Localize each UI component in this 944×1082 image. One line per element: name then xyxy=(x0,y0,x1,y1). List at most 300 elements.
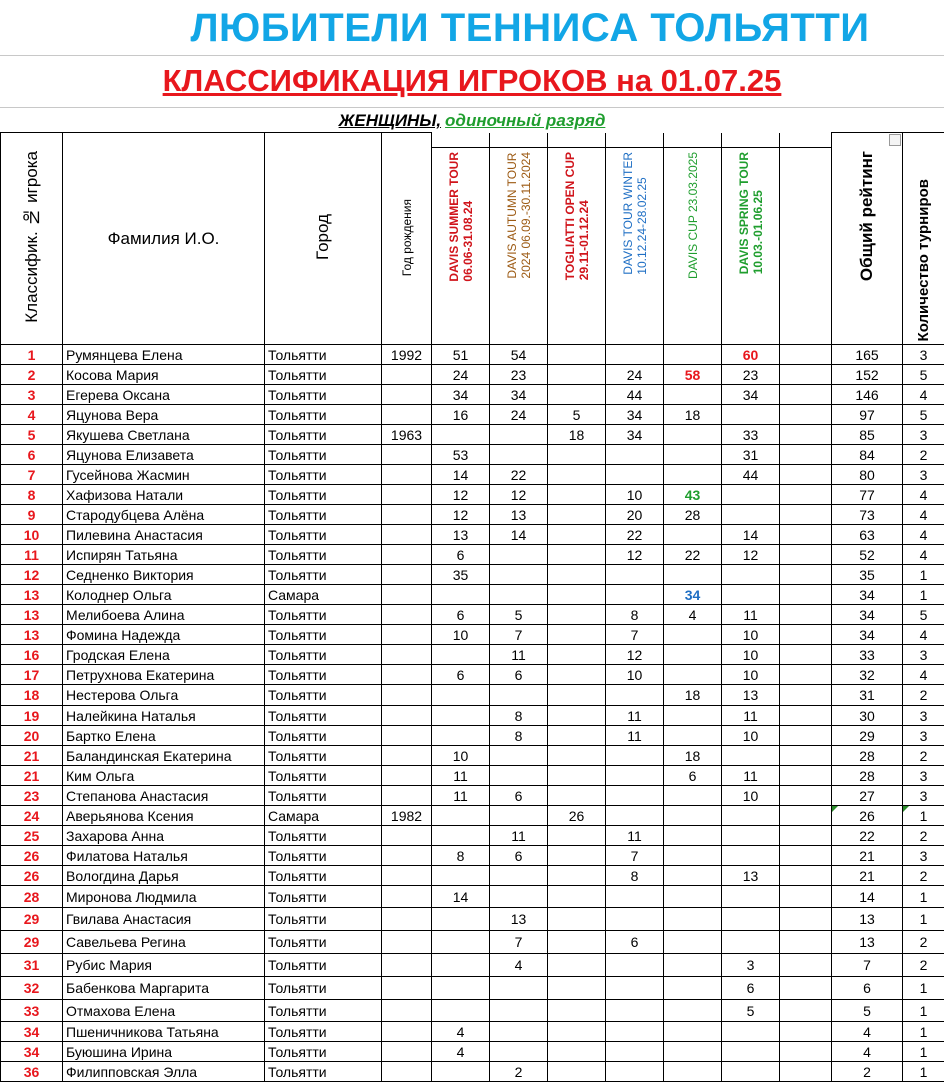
score-cell: 6 xyxy=(490,665,548,685)
score-cell xyxy=(664,954,722,977)
count-header: Количество турниров xyxy=(903,133,944,345)
score-cell xyxy=(432,954,490,977)
score-cell: 54 xyxy=(490,345,548,365)
table-row xyxy=(1,746,944,766)
city-cell: Тольятти xyxy=(265,746,382,766)
table-row xyxy=(1,585,944,605)
birth-year-cell xyxy=(382,826,432,846)
total-cell: 4 xyxy=(832,1042,903,1062)
tournament-dates: 10.12.24-28.02.25 xyxy=(635,177,649,274)
count-cell: 2 xyxy=(903,866,944,886)
score-cell: 11 xyxy=(490,826,548,846)
rank-cell: 26 xyxy=(1,846,63,866)
total-cell: 52 xyxy=(832,545,903,565)
score-cell: 34 xyxy=(432,385,490,405)
score-cell xyxy=(548,505,606,525)
name-cell: Гусейнова Жасмин xyxy=(63,465,265,485)
score-cell xyxy=(780,1062,832,1082)
score-cell: 12 xyxy=(606,645,664,665)
score-cell xyxy=(664,786,722,806)
birth-year-cell xyxy=(382,886,432,908)
score-cell: 28 xyxy=(664,505,722,525)
table-row xyxy=(1,485,944,505)
score-cell xyxy=(548,1062,606,1082)
score-cell: 7 xyxy=(606,625,664,645)
score-cell xyxy=(722,585,780,605)
score-cell xyxy=(664,706,722,726)
birth-year-cell xyxy=(382,977,432,1000)
score-cell xyxy=(780,908,832,931)
rank-cell: 24 xyxy=(1,806,63,826)
birth-year-cell xyxy=(382,908,432,931)
score-cell xyxy=(664,977,722,1000)
score-cell: 14 xyxy=(432,465,490,485)
count-cell: 1 xyxy=(903,1022,944,1042)
count-cell: 2 xyxy=(903,826,944,846)
score-cell: 8 xyxy=(490,706,548,726)
score-cell: 5 xyxy=(722,1000,780,1022)
score-cell: 11 xyxy=(490,645,548,665)
total-cell: 22 xyxy=(832,826,903,846)
birth-year-cell xyxy=(382,365,432,385)
page-subtitle: КЛАССИФИКАЦИЯ ИГРОКОВ на 01.07.25 xyxy=(0,56,944,106)
score-cell: 12 xyxy=(606,545,664,565)
rank-cell: 13 xyxy=(1,625,63,645)
score-cell: 34 xyxy=(722,385,780,405)
score-cell xyxy=(606,1000,664,1022)
score-cell: 13 xyxy=(722,685,780,706)
rank-cell: 29 xyxy=(1,908,63,931)
count-cell: 1 xyxy=(903,565,944,585)
name-cell: Косова Мария xyxy=(63,365,265,385)
total-cell: 21 xyxy=(832,866,903,886)
name-cell: Гвилава Анастасия xyxy=(63,908,265,931)
score-cell: 4 xyxy=(490,954,548,977)
score-cell xyxy=(548,565,606,585)
name-cell: Бартко Елена xyxy=(63,726,265,746)
total-cell: 2 xyxy=(832,1062,903,1082)
table-row xyxy=(1,1062,944,1082)
name-cell: Бабенкова Маргарита xyxy=(63,977,265,1000)
score-cell: 24 xyxy=(432,365,490,385)
score-cell xyxy=(606,806,664,826)
score-cell xyxy=(548,706,606,726)
score-cell xyxy=(432,685,490,706)
birth-year-cell xyxy=(382,405,432,425)
rank-cell: 9 xyxy=(1,505,63,525)
count-cell: 1 xyxy=(903,886,944,908)
score-cell xyxy=(606,1022,664,1042)
score-cell: 11 xyxy=(432,766,490,786)
score-cell xyxy=(490,565,548,585)
score-cell: 22 xyxy=(490,465,548,485)
city-cell: Тольятти xyxy=(265,545,382,565)
score-cell xyxy=(432,977,490,1000)
city-cell: Тольятти xyxy=(265,786,382,806)
score-cell xyxy=(780,485,832,505)
score-cell xyxy=(664,1062,722,1082)
score-cell xyxy=(490,866,548,886)
tournament-dates: 2024 06.09.-30.11.2024 xyxy=(519,152,533,279)
rank-cell: 8 xyxy=(1,485,63,505)
total-cell: 34 xyxy=(832,605,903,625)
score-cell: 23 xyxy=(722,365,780,385)
score-cell: 18 xyxy=(548,425,606,445)
score-cell: 13 xyxy=(490,908,548,931)
score-cell xyxy=(780,445,832,465)
table-row xyxy=(1,1000,944,1022)
score-cell xyxy=(606,977,664,1000)
score-cell xyxy=(432,866,490,886)
score-cell xyxy=(548,485,606,505)
tournament-name: DAVIS SPRING TOUR xyxy=(737,152,751,274)
birth-year-cell xyxy=(382,846,432,866)
score-cell xyxy=(780,706,832,726)
count-cell: 4 xyxy=(903,625,944,645)
tournament-header-togliatti-open xyxy=(548,133,606,345)
tournament-name: DAVIS AUTUMN TOUR xyxy=(505,152,519,278)
score-cell: 6 xyxy=(490,846,548,866)
score-cell xyxy=(780,645,832,665)
total-cell: 31 xyxy=(832,685,903,706)
score-cell xyxy=(780,345,832,365)
city-cell: Тольятти xyxy=(265,345,382,365)
table-body xyxy=(1,345,944,1082)
count-cell: 3 xyxy=(903,465,944,485)
score-cell xyxy=(490,545,548,565)
table-row xyxy=(1,706,944,726)
score-cell: 31 xyxy=(722,445,780,465)
score-cell: 18 xyxy=(664,405,722,425)
score-cell xyxy=(722,931,780,954)
table-row xyxy=(1,365,944,385)
score-cell: 11 xyxy=(722,766,780,786)
city-cell: Тольятти xyxy=(265,465,382,485)
score-cell: 12 xyxy=(722,545,780,565)
score-cell xyxy=(780,425,832,445)
birth-year-cell xyxy=(382,931,432,954)
count-cell: 4 xyxy=(903,665,944,685)
total-cell: 13 xyxy=(832,931,903,954)
name-cell: Яцунова Елизавета xyxy=(63,445,265,465)
name-cell: Петрухнова Екатерина xyxy=(63,665,265,685)
rank-cell: 34 xyxy=(1,1042,63,1062)
city-cell: Тольятти xyxy=(265,385,382,405)
table-header-row xyxy=(1,133,944,345)
score-cell xyxy=(548,385,606,405)
name-cell: Филатова Наталья xyxy=(63,846,265,866)
score-cell xyxy=(664,846,722,866)
score-cell: 18 xyxy=(664,746,722,766)
rank-cell: 10 xyxy=(1,525,63,545)
table-row xyxy=(1,931,944,954)
table-row xyxy=(1,685,944,706)
table-row xyxy=(1,806,944,826)
rank-cell: 1 xyxy=(1,345,63,365)
tournament-header-spring xyxy=(722,133,780,345)
score-cell xyxy=(490,886,548,908)
score-cell xyxy=(548,826,606,846)
table-row xyxy=(1,545,944,565)
score-cell xyxy=(490,977,548,1000)
score-cell xyxy=(780,465,832,485)
score-cell xyxy=(432,1062,490,1082)
city-cell: Тольятти xyxy=(265,846,382,866)
rank-cell: 5 xyxy=(1,425,63,445)
table-row xyxy=(1,786,944,806)
birth-year-cell xyxy=(382,1022,432,1042)
score-cell: 34 xyxy=(606,405,664,425)
name-cell: Миронова Людмила xyxy=(63,886,265,908)
score-cell xyxy=(606,766,664,786)
score-cell xyxy=(490,685,548,706)
rank-cell: 33 xyxy=(1,1000,63,1022)
score-cell: 53 xyxy=(432,445,490,465)
score-cell xyxy=(780,766,832,786)
score-cell xyxy=(548,445,606,465)
score-cell xyxy=(490,425,548,445)
score-cell xyxy=(780,565,832,585)
city-cell: Тольятти xyxy=(265,485,382,505)
score-cell: 3 xyxy=(722,954,780,977)
score-cell xyxy=(664,525,722,545)
tournament-name: DAVIS SUMMER TOUR xyxy=(447,152,461,282)
rank-cell: 26 xyxy=(1,866,63,886)
score-cell xyxy=(722,908,780,931)
score-cell xyxy=(780,1022,832,1042)
score-cell: 6 xyxy=(432,545,490,565)
birth-year-cell: 1992 xyxy=(382,345,432,365)
score-cell xyxy=(780,866,832,886)
birth-year-cell xyxy=(382,746,432,766)
score-cell xyxy=(490,445,548,465)
score-cell xyxy=(548,786,606,806)
score-cell xyxy=(548,665,606,685)
score-cell: 12 xyxy=(432,505,490,525)
count-cell: 3 xyxy=(903,766,944,786)
score-cell xyxy=(780,665,832,685)
score-cell xyxy=(722,1062,780,1082)
score-cell: 51 xyxy=(432,345,490,365)
table-row xyxy=(1,1022,944,1042)
score-cell: 7 xyxy=(606,846,664,866)
score-cell: 13 xyxy=(432,525,490,545)
total-cell: 34 xyxy=(832,585,903,605)
score-cell: 13 xyxy=(490,505,548,525)
name-cell: Баландинская Екатерина xyxy=(63,746,265,766)
name-cell: Испирян Татьяна xyxy=(63,545,265,565)
score-cell: 6 xyxy=(432,665,490,685)
tournament-dates: 29.11-01.12.24 xyxy=(577,200,591,280)
score-cell xyxy=(548,605,606,625)
score-cell: 4 xyxy=(432,1042,490,1062)
name-cell: Егерева Оксана xyxy=(63,385,265,405)
score-cell: 4 xyxy=(432,1022,490,1042)
score-cell: 10 xyxy=(606,665,664,685)
total-cell: 27 xyxy=(832,786,903,806)
tournament-name: TOGLIATTI OPEN CUP xyxy=(563,152,577,280)
rank-cell: 13 xyxy=(1,585,63,605)
rank-cell: 7 xyxy=(1,465,63,485)
city-cell: Тольятти xyxy=(265,425,382,445)
table-row xyxy=(1,525,944,545)
score-cell xyxy=(780,977,832,1000)
score-cell xyxy=(780,685,832,706)
page-title: ЛЮБИТЕЛИ ТЕННИСА ТОЛЬЯТТИ xyxy=(0,0,944,56)
score-cell: 11 xyxy=(606,706,664,726)
score-cell xyxy=(606,908,664,931)
score-cell: 8 xyxy=(490,726,548,746)
birth-year-cell xyxy=(382,505,432,525)
score-cell xyxy=(780,786,832,806)
table-row xyxy=(1,726,944,746)
score-cell xyxy=(722,746,780,766)
table-row xyxy=(1,385,944,405)
rank-cell: 6 xyxy=(1,445,63,465)
rank-cell: 34 xyxy=(1,1022,63,1042)
name-cell: Мелибоева Алина xyxy=(63,605,265,625)
tournament-dates: 06.06-31.08.24 xyxy=(461,200,475,281)
score-cell xyxy=(664,465,722,485)
total-cell: 34 xyxy=(832,625,903,645)
rank-cell: 32 xyxy=(1,977,63,1000)
score-cell xyxy=(548,954,606,977)
table-row xyxy=(1,605,944,625)
city-cell: Тольятти xyxy=(265,625,382,645)
name-cell: Захарова Анна xyxy=(63,826,265,846)
city-cell: Тольятти xyxy=(265,665,382,685)
count-cell: 4 xyxy=(903,525,944,545)
name-cell: Гродская Елена xyxy=(63,645,265,665)
total-cell: 165 xyxy=(832,345,903,365)
score-cell xyxy=(548,977,606,1000)
score-cell xyxy=(548,545,606,565)
total-cell: 80 xyxy=(832,465,903,485)
rank-cell: 29 xyxy=(1,931,63,954)
rank-cell: 25 xyxy=(1,826,63,846)
filter-icon[interactable] xyxy=(889,134,901,146)
rank-cell: 12 xyxy=(1,565,63,585)
score-cell: 12 xyxy=(432,485,490,505)
count-cell: 5 xyxy=(903,405,944,425)
score-cell xyxy=(780,405,832,425)
score-cell xyxy=(548,585,606,605)
score-cell xyxy=(780,605,832,625)
city-cell: Тольятти xyxy=(265,565,382,585)
score-cell xyxy=(432,1000,490,1022)
score-cell xyxy=(548,866,606,886)
score-cell: 11 xyxy=(606,826,664,846)
name-cell: Буюшина Ирина xyxy=(63,1042,265,1062)
score-cell: 10 xyxy=(722,645,780,665)
score-cell xyxy=(722,505,780,525)
score-cell: 10 xyxy=(722,665,780,685)
count-cell: 1 xyxy=(903,1000,944,1022)
tournament-header-summer xyxy=(432,133,490,345)
score-cell xyxy=(780,545,832,565)
score-cell xyxy=(664,445,722,465)
city-cell: Тольятти xyxy=(265,726,382,746)
score-cell xyxy=(722,846,780,866)
table-row xyxy=(1,977,944,1000)
score-cell xyxy=(606,445,664,465)
name-cell: Аверьянова Ксения xyxy=(63,806,265,826)
total-cell: 21 xyxy=(832,846,903,866)
rank-cell: 11 xyxy=(1,545,63,565)
birth-year-cell xyxy=(382,645,432,665)
score-cell xyxy=(606,685,664,706)
score-cell: 8 xyxy=(606,866,664,886)
score-cell xyxy=(548,525,606,545)
name-cell: Пшеничникова Татьяна xyxy=(63,1022,265,1042)
score-cell xyxy=(548,726,606,746)
birth-year-cell xyxy=(382,766,432,786)
name-cell: Пилевина Анастасия xyxy=(63,525,265,545)
birth-year-cell xyxy=(382,665,432,685)
total-cell: 152 xyxy=(832,365,903,385)
count-cell: 3 xyxy=(903,345,944,365)
score-cell xyxy=(664,385,722,405)
total-cell: 77 xyxy=(832,485,903,505)
count-cell: 1 xyxy=(903,977,944,1000)
table-row xyxy=(1,866,944,886)
count-cell: 2 xyxy=(903,445,944,465)
name-cell: Налейкина Наталья xyxy=(63,706,265,726)
score-cell xyxy=(780,954,832,977)
score-cell xyxy=(606,886,664,908)
tournament-header-winter xyxy=(606,133,664,345)
tournament-name: DAVIS TOUR WINTER xyxy=(621,152,635,275)
score-cell xyxy=(780,525,832,545)
birth-year-cell xyxy=(382,585,432,605)
table-row xyxy=(1,465,944,485)
tournament-name: DAVIS CUP 23.03.2025 xyxy=(686,152,700,279)
score-cell: 8 xyxy=(432,846,490,866)
score-cell: 22 xyxy=(664,545,722,565)
rank-cell: 20 xyxy=(1,726,63,746)
city-cell: Тольятти xyxy=(265,1062,382,1082)
score-cell xyxy=(490,585,548,605)
score-cell xyxy=(722,806,780,826)
rank-cell: 4 xyxy=(1,405,63,425)
city-cell: Тольятти xyxy=(265,931,382,954)
city-cell: Тольятти xyxy=(265,405,382,425)
birth-year-cell xyxy=(382,786,432,806)
count-cell: 3 xyxy=(903,706,944,726)
city-cell: Тольятти xyxy=(265,525,382,545)
total-header: Общий рейтинг xyxy=(832,133,903,345)
score-cell: 44 xyxy=(606,385,664,405)
score-cell xyxy=(664,1042,722,1062)
name-cell: Яцунова Вера xyxy=(63,405,265,425)
city-cell: Тольятти xyxy=(265,1000,382,1022)
score-cell xyxy=(432,806,490,826)
score-cell xyxy=(490,766,548,786)
count-cell: 3 xyxy=(903,726,944,746)
count-cell: 3 xyxy=(903,786,944,806)
score-cell: 10 xyxy=(722,726,780,746)
score-cell xyxy=(432,826,490,846)
table-row xyxy=(1,445,944,465)
score-cell xyxy=(664,645,722,665)
score-cell xyxy=(606,465,664,485)
total-cell: 84 xyxy=(832,445,903,465)
score-cell xyxy=(780,625,832,645)
score-cell xyxy=(664,866,722,886)
score-cell xyxy=(606,1042,664,1062)
score-cell xyxy=(548,931,606,954)
score-cell xyxy=(490,1022,548,1042)
